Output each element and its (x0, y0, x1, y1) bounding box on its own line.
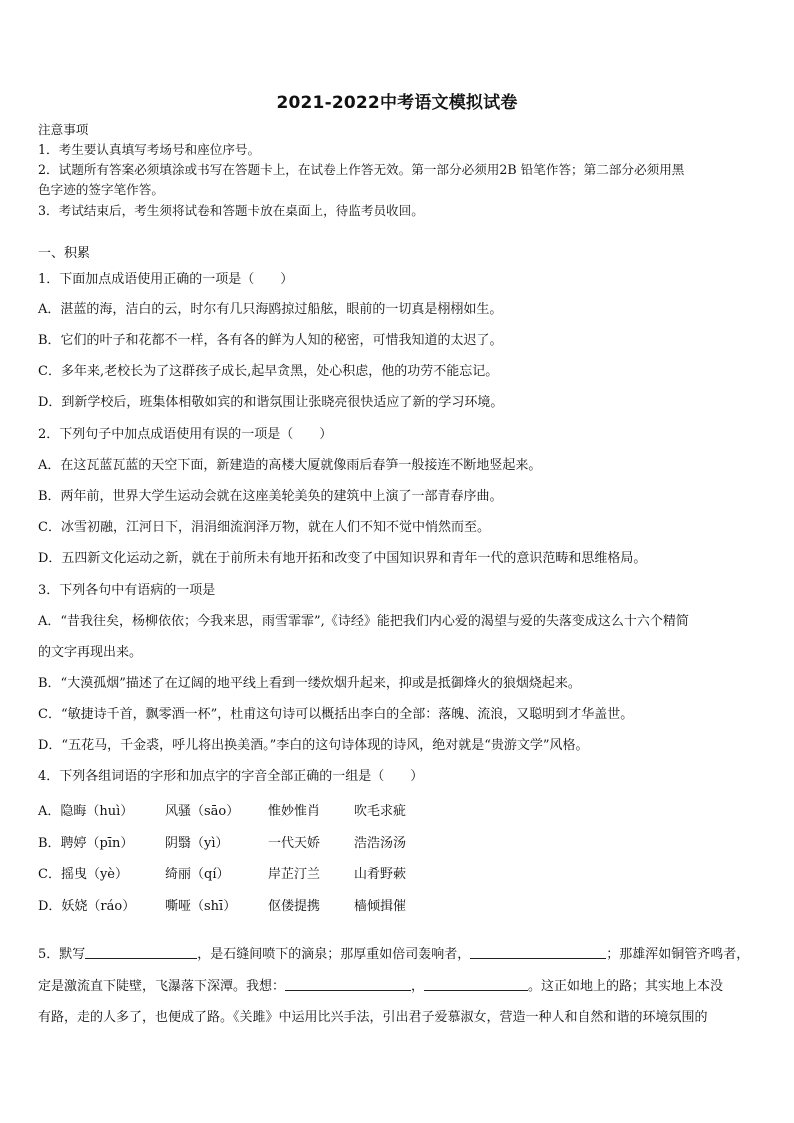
question-4-row-a-c4: 吹毛求疵 (354, 804, 407, 819)
question-4-row-b-c1: B．聘婷（pīn） (38, 836, 134, 851)
question-4-row-d-c1: D．妖娆（ráo） (38, 899, 136, 914)
question-5-line-3: 有路，走的人多了，也便成了路。《关雎》中运用比兴手法，引出君子爱慕淑女，营造一种人和自然和谐的环境氛围的 (38, 1010, 708, 1025)
question-4-row-b-c3: 一代天娇 (268, 836, 321, 851)
question-4-row-c-c1: C．摇曳（yè） (38, 867, 128, 882)
question-2-option-a: A．在这瓦蓝瓦蓝的天空下面，新建造的高楼大厦就像雨后春笋一般接连不断地竖起来。 (38, 458, 542, 473)
notice-heading: 注意事项 (38, 122, 89, 137)
notice-item-2-cont: 色字迹的签字笔作答。 (38, 182, 164, 197)
section-heading: 一、积累 (38, 246, 91, 261)
question-2-option-b: B．两年前，世界大学生运动会就在这座美轮美奂的建筑中上演了一部青春序曲。 (38, 489, 503, 504)
q5-text-b: ，是石缝间喷下的滴泉；那厚重如倍司轰响者， (197, 947, 471, 962)
notice-item-1: 1．考生要认真填写考场号和座位序号。 (38, 142, 261, 157)
question-1-option-d: D．到新学校后，班集体相敬如宾的和谐氛围让张晓亮很快适应了新的学习环境。 (38, 395, 504, 410)
answer-blank-1[interactable] (85, 946, 197, 959)
notice-item-3: 3．考试结束后，考生须将试卷和答题卡放在桌面上，待监考员收回。 (38, 203, 424, 218)
question-4-stem: 4．下列各组词语的字形和加点字的字音全部正确的一组是（ ） (38, 769, 424, 784)
question-2-option-d: D．五四新文化运动之新，就在于前所未有地开拓和改变了中国知识界和青年一代的意识范畴和思维格局。 (38, 551, 647, 566)
question-4-row-a-c3: 惟妙惟肖 (268, 804, 321, 819)
notice-item-2: 2．试题所有答案必须填涂或书写在答题卡上，在试卷上作答无效。第一部分必须用2B 铅笔作答；第二部分必须用黑 (38, 162, 685, 177)
answer-blank-4[interactable] (424, 978, 528, 991)
question-5-line-2 (38, 978, 723, 995)
question-3-option-b: B．“大漠孤烟”描述了在辽阔的地平线上看到一缕炊烟升起来，抑或是抵御烽火的狼烟烧起来。 (38, 676, 581, 691)
question-4-row-b-c4: 浩浩汤汤 (354, 836, 407, 851)
question-1-stem: 1．下面加点成语使用正确的一项是（ ） (38, 272, 294, 287)
page-title: 2021-2022中考语文模拟试卷 (276, 93, 518, 113)
question-4-row-b-c2: 阴翳（yì） (165, 836, 229, 851)
question-3-stem: 3．下列各句中有语病的一项是 (38, 583, 216, 598)
question-4-row-c-c2: 绮丽（qí） (165, 867, 230, 882)
question-2-option-c: C．冰雪初融，江河日下，涓涓细流润泽万物，就在人们不知不觉中悄然而至。 (38, 520, 490, 535)
q5-text-f: 。这正如地上的路；其实地上本没 (528, 979, 724, 994)
question-3-option-d: D．“五花马，千金裘，呼儿将出换美酒。”李白的这句诗体现的诗风，绝对就是“贵游文学”风格。 (38, 738, 589, 753)
question-4-row-c-c3: 岸芷汀兰 (268, 867, 321, 882)
question-3-option-a-cont: 的文字再现出来。 (38, 645, 143, 660)
question-4-row-d-c4: 樯倾揖催 (354, 899, 407, 914)
question-4-row-a-c1: A．隐晦（huì） (38, 804, 134, 819)
question-1-option-b: B．它们的叶子和花都不一样，各有各的鲜为人知的秘密，可惜我知道的太迟了。 (38, 333, 503, 348)
answer-blank-3[interactable] (285, 978, 411, 991)
q5-text-c: ；那雄浑如铜管齐鸣者， (606, 947, 750, 962)
q5-text-d: 定是激流直下陡壁，飞瀑落下深潭。我想： (38, 979, 286, 994)
question-4-row-d-c2: 嘶哑（shī） (165, 899, 237, 914)
answer-blank-2[interactable] (470, 946, 606, 959)
q5-text-a: 5．默写 (38, 947, 86, 962)
question-3-option-a: A．“昔我往矣，杨柳依依；今我来思，雨雪霏霏”,《诗经》能把我们内心爱的渴望与爱的失落变成这么十六个精简 (38, 614, 689, 629)
question-4-row-d-c3: 伛偻提携 (268, 899, 321, 914)
question-4-row-a-c2: 风骚（sāo） (165, 804, 240, 819)
q5-text-e: ， (411, 979, 425, 994)
question-2-stem: 2．下列句子中加点成语使用有误的一项是（ ） (38, 427, 333, 442)
question-1-option-c: C．多年来,老校长为了这群孩子成长,起早贪黑，处心积虑，他的功劳不能忘记。 (38, 364, 499, 379)
question-1-option-a: A．湛蓝的海，洁白的云，时尔有几只海鸥掠过船舷，眼前的一切真是栩栩如生。 (38, 302, 503, 317)
question-4-row-c-c4: 山肴野蔌 (354, 867, 407, 882)
question-3-option-c: C．“敏捷诗千首，飘零酒一杯”，杜甫这句诗可以概括出李白的全部：落魄、流浪，又聪明到才华盖世。 (38, 707, 634, 722)
question-5-line-1 (38, 946, 749, 963)
